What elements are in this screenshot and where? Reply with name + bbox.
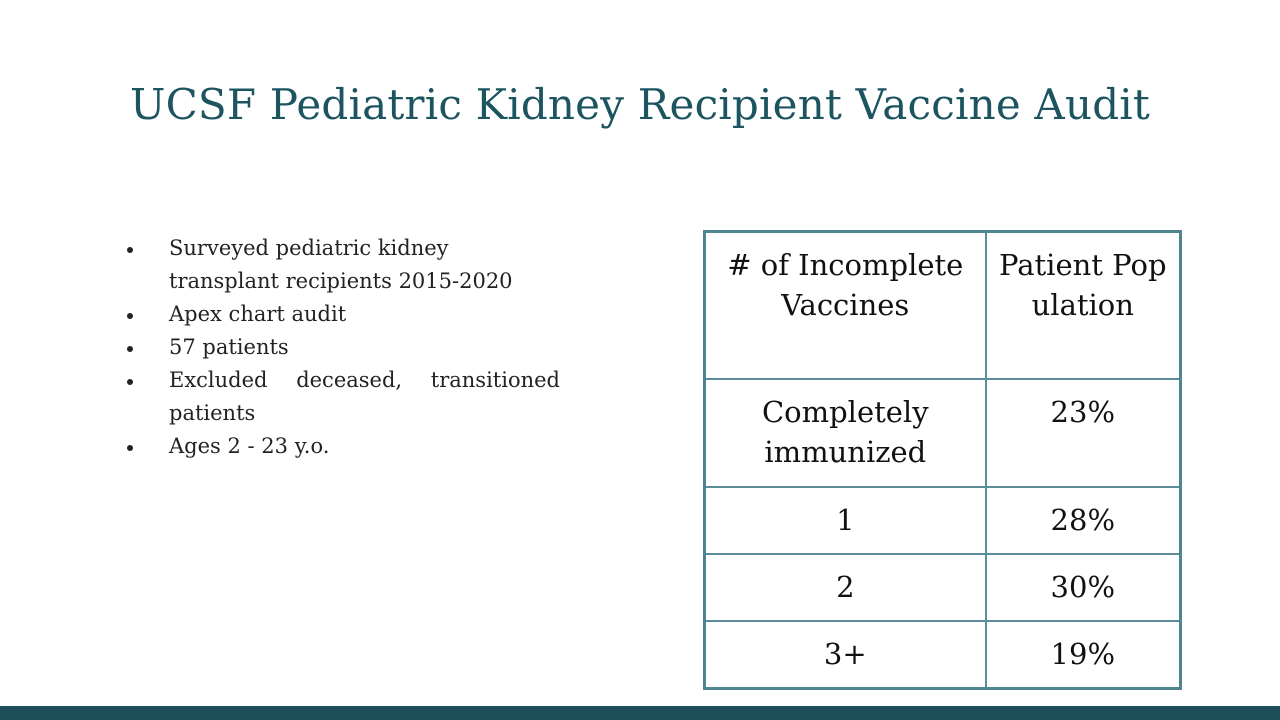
table-row: [705, 554, 1181, 621]
table-row: [705, 621, 1181, 689]
bullet-item: [120, 430, 560, 463]
table-row: [705, 487, 1181, 554]
bullet-dot-icon: [127, 247, 133, 253]
bullet-text: 57 patients: [169, 335, 289, 359]
table-cell-percent: 30%: [986, 554, 1181, 621]
footer-bar: [0, 706, 1280, 720]
vaccine-table-container: [703, 230, 1182, 682]
bullet-text: Ages 2 - 23 y.o.: [169, 434, 330, 458]
bullet-item: [120, 331, 560, 364]
bullet-dot-icon: [127, 379, 133, 385]
table-row: [705, 379, 1181, 487]
bullet-text: Surveyed pediatric kidney transplant recipients 2015-2020: [169, 236, 513, 293]
header-cell-patient-population: Patient Population: [986, 232, 1181, 380]
table-cell-percent: 23%: [986, 379, 1181, 487]
table-cell-category: 3+: [705, 621, 986, 689]
table-cell-category: 2: [705, 554, 986, 621]
table-header-row: [705, 232, 1181, 380]
bullet-item: [120, 364, 560, 430]
bullet-item: [120, 298, 560, 331]
header-cell-incomplete-vaccines: # of Incomplete Vaccines: [705, 232, 986, 380]
table-cell-category: 1: [705, 487, 986, 554]
bullet-item: [120, 232, 560, 298]
bullet-list: [120, 232, 560, 463]
vaccine-table: [703, 230, 1182, 690]
table-cell-percent: 19%: [986, 621, 1181, 689]
bullet-dot-icon: [127, 445, 133, 451]
table-cell-category: Completely immunized: [705, 379, 986, 487]
table-cell-percent: 28%: [986, 487, 1181, 554]
slide-title: UCSF Pediatric Kidney Recipient Vaccine Audit: [129, 80, 1151, 129]
bullet-dot-icon: [127, 346, 133, 352]
bullet-text: Apex chart audit: [169, 302, 347, 326]
bullet-dot-icon: [127, 313, 133, 319]
bullet-text: Excluded deceased, transitioned patients: [169, 368, 560, 425]
